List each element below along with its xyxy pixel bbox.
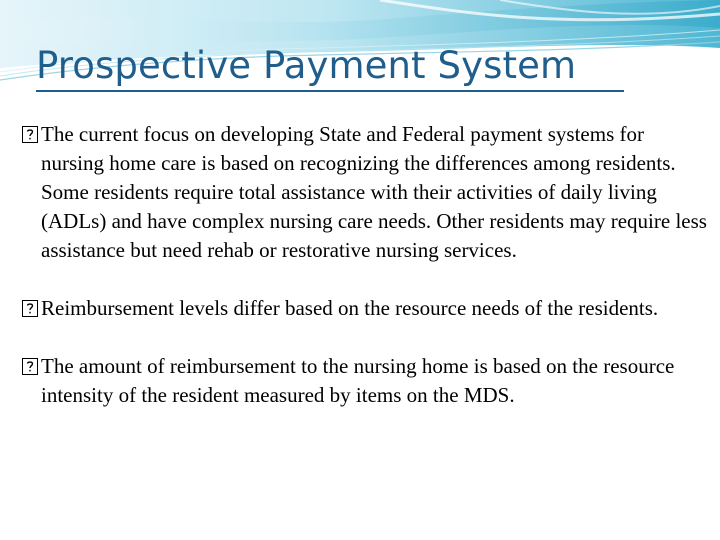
- title-underline: [36, 90, 624, 92]
- bullet-icon: [22, 300, 38, 317]
- bullet-text: Reimbursement levels differ based on the resource needs of the residents.: [41, 296, 659, 320]
- bullet-text: The current focus on developing State and Federal payment systems for nursing home care is based on recognizing the differences among residents. Some residents require total assistance with their activities of daily living (ADLs) and have complex nursing care needs. Other residents may require less assistance but need rehab or restorative nursing services.: [41, 122, 707, 262]
- bullet-list: [22, 120, 708, 410]
- bullet-item: [22, 120, 708, 265]
- bullet-item: [22, 352, 708, 410]
- bullet-item: [22, 294, 708, 323]
- bullet-text: The amount of reimbursement to the nursing home is based on the resource intensity of the resident measured by items on the MDS.: [41, 354, 675, 407]
- slide-title: Prospective Payment System: [36, 44, 577, 87]
- bullet-icon: [22, 126, 38, 143]
- bullet-icon: [22, 358, 38, 375]
